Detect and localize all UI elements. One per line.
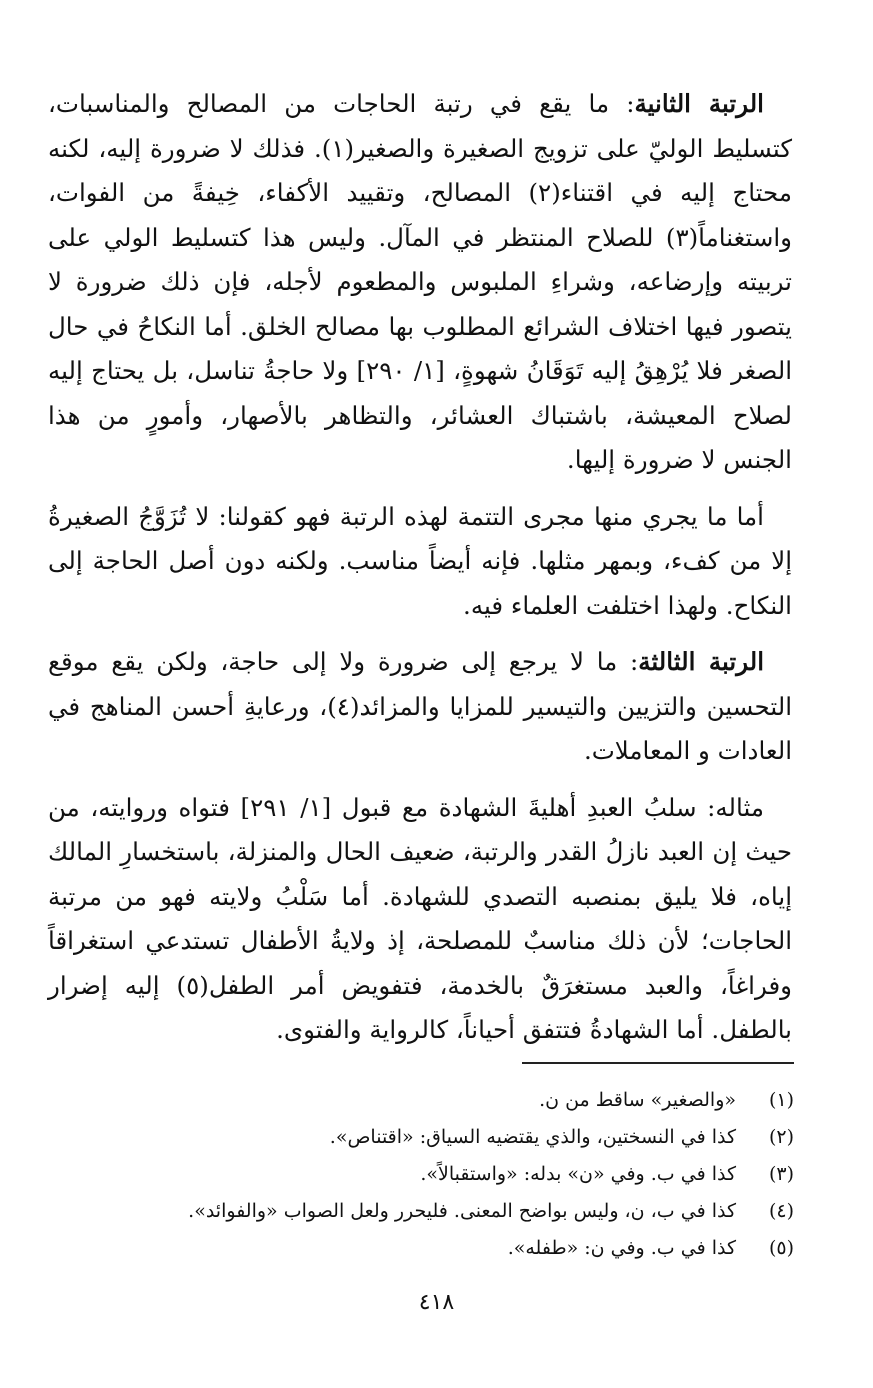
section-heading-second-rank: الرتبة الثانية bbox=[634, 89, 764, 118]
footnote-item bbox=[48, 1082, 794, 1119]
footnote-number: (٥) bbox=[768, 1237, 794, 1259]
paragraph-second-rank bbox=[48, 82, 792, 483]
paragraph-third-rank bbox=[48, 640, 792, 774]
footnote-number: (٢) bbox=[768, 1126, 794, 1148]
paragraph-completion bbox=[48, 495, 792, 629]
footnote-number: (٣) bbox=[768, 1163, 794, 1185]
footnote-number: (٤) bbox=[768, 1200, 794, 1222]
footnote-item bbox=[48, 1230, 794, 1267]
paragraph-example bbox=[48, 786, 792, 1053]
paragraph-text: مثاله: سلبُ العبدِ أهليةَ الشهادة مع قبول [١/ ٢٩١] فتواه وروايته، من حيث إن العبد نازلُ القدر والرتبة، ضعيف الحال والمنزلة، باستخسارِ المالك إياه، فلا يليق بمنصبه التصدي للشهادة. أما سَلْبُ ولايته فهو من مرتبة الحاجات؛ لأن ذلك مناسبٌ للمصلحة، إذ ولايةُ الأطفال تستدعي استغراقاً وفراغاً، والعبد مستغرَقٌ بالخدمة، فتفويض أمر الطفل(٥) إليه إضرار بالطفل. أما الشهادةُ فتتفق أحياناً، كالرواية والفتوى. bbox=[48, 792, 793, 1044]
footnote-item bbox=[48, 1193, 794, 1230]
main-text bbox=[48, 82, 792, 1065]
page-number: ٤١٨ bbox=[418, 1290, 455, 1315]
footnotes bbox=[48, 1082, 794, 1267]
footnote-item bbox=[48, 1119, 794, 1156]
footnote-divider bbox=[522, 1062, 794, 1064]
footnote-item bbox=[48, 1156, 794, 1193]
section-heading-third-rank: الرتبة الثالثة bbox=[638, 647, 764, 676]
footnote-number: (١) bbox=[768, 1089, 794, 1111]
footnote-text: كذا في ب. وفي ن: «طفله». bbox=[507, 1237, 736, 1259]
paragraph-text: أما ما يجري منها مجرى التتمة لهذه الرتبة فهو كقولنا: لا تُزَوَّجُ الصغيرةُ إلا من كفء، وبمهر مثلها. فإنه أيضاً مناسب. ولكنه دون أصل الحاجة إلى النكاح. ولهذا اختلفت العلماء فيه. bbox=[48, 501, 792, 620]
footnote-text: كذا في النسختين، والذي يقتضيه السياق: «اقتناص». bbox=[329, 1126, 736, 1148]
paragraph-text: : ما لا يرجع إلى ضرورة ولا إلى حاجة، ولكن يقع موقع التحسين والتزيين والتيسير للمزايا والمزائد(٤)، ورعايةِ أحسن المناهج في العادات و المعاملات. bbox=[48, 647, 792, 765]
footnote-text: كذا في ب، ن، وليس بواضح المعنى. فليحرر ولعل الصواب «والفوائد». bbox=[188, 1200, 736, 1222]
footnote-text: «والصغير» ساقط من ن. bbox=[539, 1089, 736, 1111]
footnote-text: كذا في ب. وفي «ن» بدله: «واستقبالاً». bbox=[420, 1163, 736, 1185]
paragraph-text: : ما يقع في رتبة الحاجات من المصالح والمناسبات، كتسليط الوليّ على تزويج الصغيرة والصغير(١). فذلك لا ضرورة إليه، لكنه محتاج إليه في اقتناء(٢) المصالح، وتقييد الأكفاء، خِيفةً من الفوات، واستغناماً(٣) للصلاح المنتظر في المآل. وليس هذا كتسليط الولي على تربيته وإرضاعه، وشراءِ الملبوس والمطعوم لأجله، فإن ذلك ضرورة لا يتصور فيها اختلاف الشرائع المطلوب بها مصالح الخلق. أما النكاحُ في حال الصغر فلا يُرْهِقُ إليه تَوَقَانُ شهوةٍ، [١/ ٢٩٠] ولا حاجةُ تناسل، بل يحتاج إليه لصلاح المعيشة، باشتباك العشائر، والتظاهر بالأصهار، وأمورٍ من هذا الجنس لا ضرورة إليها. bbox=[48, 89, 792, 474]
